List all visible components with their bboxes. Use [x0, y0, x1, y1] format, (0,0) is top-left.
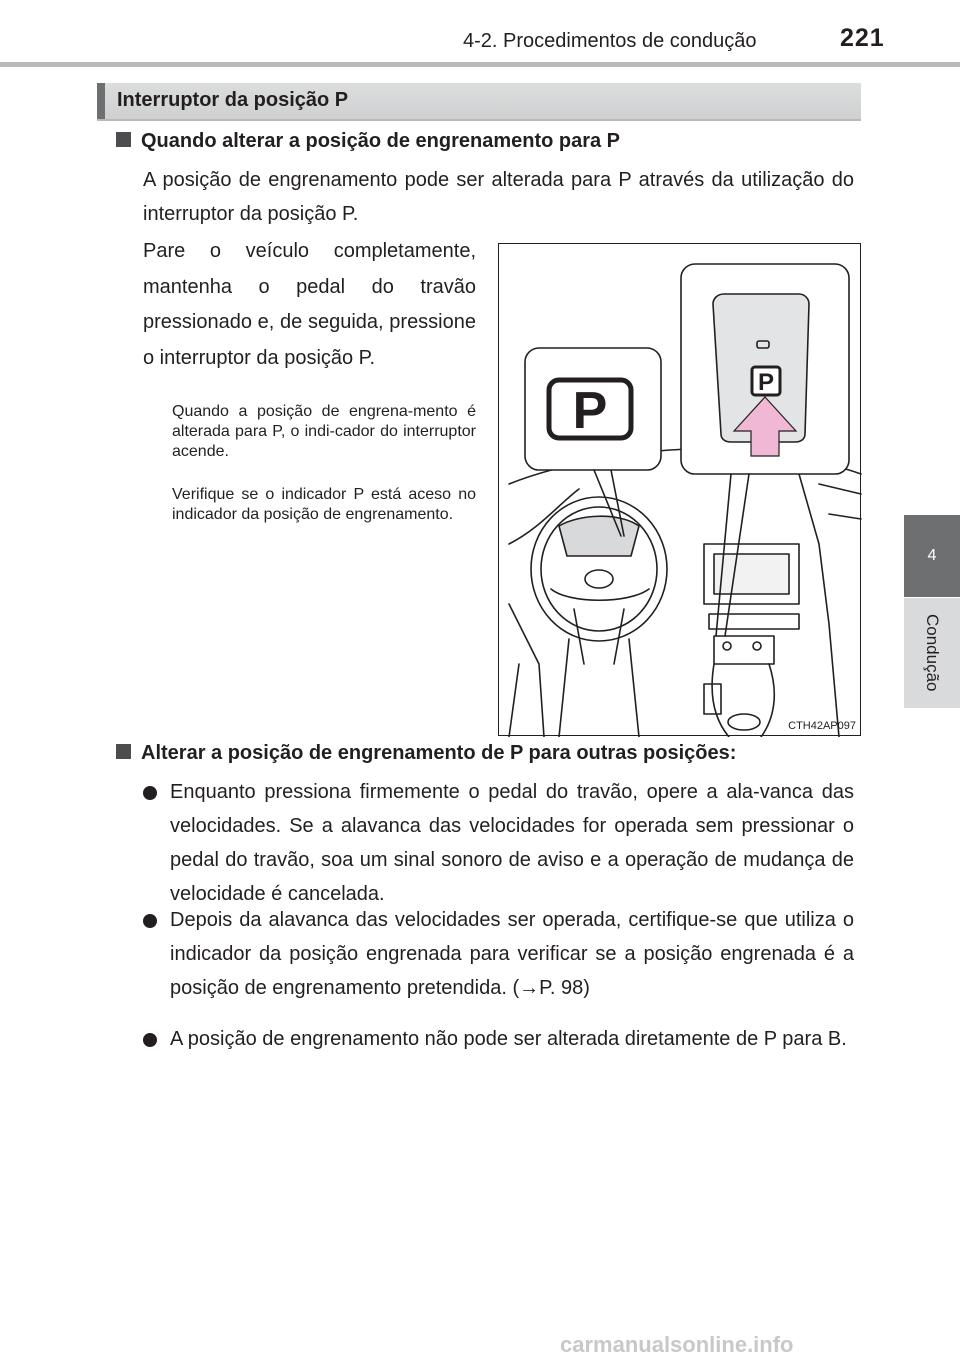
- note-check-indicator: Verifique se o indicador P está aceso no indicador da posição de engrenamento.: [172, 486, 476, 523]
- subheading-text: Alterar a posição de engrenamento de P para outras posições:: [141, 742, 737, 764]
- bullet-item-3: A posição de engrenamento não pode ser alterada diretamente de P para B.: [170, 1028, 847, 1050]
- figure-code: CTH42AP097: [788, 720, 856, 732]
- note-indicator-lights: Quando a posição de engrena-mento é alterada para P, o indi-cador do interruptor acende.: [172, 403, 476, 460]
- bullet-dot-icon: [143, 914, 157, 928]
- chapter-tab-number[interactable]: 4: [904, 515, 960, 597]
- section-heading-rule: [97, 119, 861, 121]
- square-bullet-icon: [116, 132, 131, 147]
- square-bullet-icon: [116, 744, 131, 759]
- callout-p-switch: P: [757, 369, 775, 396]
- step-paragraph: Pare o veículo completamente, mantenha o pedal do travão pressionado e, de seguida, pressione o interruptor da posição P.: [143, 240, 476, 369]
- chapter-tab-label: Condução: [904, 598, 960, 708]
- bullet-item-1: Enquanto pressiona firmemente o pedal do travão, opere a ala-vanca das velocidades. Se a alavanca das velocidades for operada sem pressionar o pedal do travão, soa um sinal sonoro de aviso e a operação de mudança de velocidade é cancelada.: [170, 781, 854, 905]
- callout-p-large: P: [572, 382, 608, 440]
- dashboard-drawing: [499, 244, 862, 737]
- dashboard-illustration: [498, 243, 861, 736]
- watermark: carmanualsonline.info: [560, 1332, 794, 1357]
- subheading-alterar-de-p: [116, 742, 736, 765]
- section-heading-text: Interruptor da posição P: [117, 89, 349, 111]
- bullet-dot-icon: [143, 786, 157, 800]
- subheading-quando-alterar: [116, 130, 620, 153]
- intro-paragraph: A posição de engrenamento pode ser alterada para P através da utilização do interruptor da posição P.: [143, 169, 854, 225]
- section-heading: [97, 83, 861, 119]
- page-number: 221: [840, 24, 885, 52]
- subheading-text: Quando alterar a posição de engrenamento para P: [141, 130, 621, 152]
- bullet-item-2: Depois da alavanca das velocidades ser operada, certifique-se que utiliza o indicador da posição engrenada para verificar se a posição engrenada é a posição de engrenamento pretendida. (→P. 98): [170, 909, 854, 999]
- header-section-title: 4-2. Procedimentos de condução: [463, 30, 757, 52]
- header-rule: [0, 62, 960, 67]
- bullet-dot-icon: [143, 1033, 157, 1047]
